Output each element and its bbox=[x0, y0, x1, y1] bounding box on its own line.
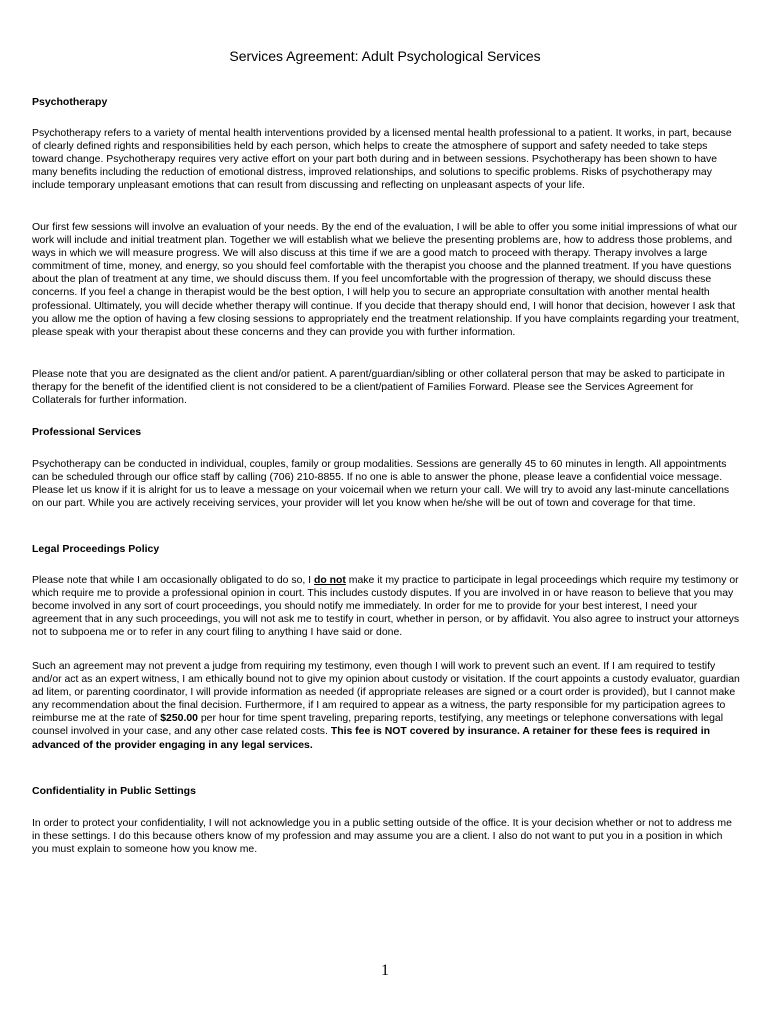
legal-p2-text-a: Such an agreement may not prevent a judge from requiring my testimony, even though I will work to prevent such an event. If I am required to testify and/or act as an expert witness, I am ethically bound not to give my opinion about custody or visitation. If the court appoints a custody evaluator, guardian ad litem, or parenting coordinator, I will provide information as needed (if appropriate releases are signed or a court order is provided), but I cannot make any recommendation about the final decision. Furthermore, if I am required to appear as a witness, the party responsible for my participation agrees to reimburse me at the rate of bbox=[32, 661, 740, 725]
legal-p1-text-b: make it my practice to participate in legal proceedings which require my testimony or which require me to provide a professional opinion in court. This includes custody disputes. If you are involved in or have reason to believe that you may become involved in any sort of court proceedings, you should notify me immediately. In order for me to provide for your best interest, I need your agreement that in any such proceedings, you will not ask me to testify in court, whether in person, or by affidavit. You also agree to instruct your attorneys not to subpoena me or to refer in any court filing to anything I have said or done. bbox=[32, 575, 740, 639]
psychotherapy-paragraph-1: Psychotherapy refers to a variety of mental health interventions provided by a licensed mental health professional to a patient. It works, in part, because of clearly defined rights and responsibilities held by each person, which helps to create the atmosphere of support and safety needed to take steps toward change. Psychotherapy requires very active effort on your part both during and in between sessions. Psychotherapy has been shown to have many benefits including the reduction of emotional distress, improved relationships, and solutions to specific problems. Risks of psychotherapy may include temporary unpleasant emotions that can result from discussing and reflecting on unpleasant aspects of your life. bbox=[32, 128, 732, 192]
legal-p2-text-b: per hour for time spent traveling, preparing reports, testifying, any meetings or telephone conversations with legal counsel involved in your case, and any other case related costs. bbox=[32, 713, 724, 738]
section-heading-confidentiality: Confidentiality in Public Settings bbox=[32, 785, 196, 797]
professional-services-paragraph: Psychotherapy can be conducted in individual, couples, family or group modalities. Sessions are generally 45 to 60 minutes in length. All appointments can be scheduled through our office staff by calling (706) 210-8855. If no one is able to answer the phone, please leave a confidential voice message. Please let us know if it is alright for us to leave a message on your voicemail when we return your call. We will try to avoid any last-minute cancellations on our part. While you are actively receiving services, your provider will let you know when he/she will be out of town and coverage for that time. bbox=[32, 459, 730, 510]
confidentiality-paragraph: In order to protect your confidentiality, I will not acknowledge you in a public setting outside of the office. It is your decision whether or not to address me in these settings. I do this because others know of my profession and may assume you are a client. I also do not want to put you in a position in which you must explain to someone how you know me. bbox=[32, 818, 732, 856]
psychotherapy-paragraph-3: Please note that you are designated as the client and/or patient. A parent/guardian/sibling or other collateral person that may be asked to participate in therapy for the benefit of the identified client is not considered to be a client/patient of Families Forward. Please see the Services Agreement for Collaterals for further information. bbox=[32, 369, 725, 407]
section-heading-professional-services: Professional Services bbox=[32, 426, 142, 438]
legal-p1-emphasis: do not bbox=[313, 575, 346, 586]
psychotherapy-paragraph-2: Our first few sessions will involve an evaluation of your needs. By the end of the evaluation, I will be able to offer you some initial impressions of what our work will include and initial treatment plan. Together we will establish what we believe the presenting problems are, how to address those problems, and ways in which we will measure progress. We will also discuss at this time if we are a good match to proceed with therapy. Therapy involves a large commitment of time, money, and energy, so you should feel comfortable with the therapist you choose and the planned treatment. If you have questions about the plan of treatment at any time, we should discuss them. If you feel uncomfortable with the progression of therapy, we should discuss these concerns. If you feel a change in therapist would be the best option, I will help you to secure an appropriate consultation with another mental health professional. Ultimately, you will decide whether therapy will continue. If you decide that therapy should end, I will honor that decision, however I ask that you allow me the option of having a few closing sessions to appropriately end the treatment relationship. If you have complaints regarding your treatment, please speak with your therapist about these concerns and they can provide you with further information. bbox=[32, 222, 740, 338]
section-heading-legal-proceedings: Legal Proceedings Policy bbox=[32, 543, 160, 555]
document-title: Services Agreement: Adult Psychological Services bbox=[229, 48, 541, 64]
section-heading-psychotherapy: Psychotherapy bbox=[32, 96, 108, 108]
legal-p2-rate: $250.00 bbox=[160, 713, 198, 725]
legal-p1-text-a: Please note that while I am occasionally obligated to do so, I bbox=[32, 575, 314, 586]
legal-p2-fee-notice: This fee is NOT covered by insurance. A retainer for these fees is required in advanced of the provider engaging in any legal services. bbox=[32, 726, 710, 751]
legal-paragraph-1 bbox=[32, 574, 740, 639]
page-number: 1 bbox=[381, 962, 389, 979]
legal-paragraph-2 bbox=[32, 660, 740, 752]
